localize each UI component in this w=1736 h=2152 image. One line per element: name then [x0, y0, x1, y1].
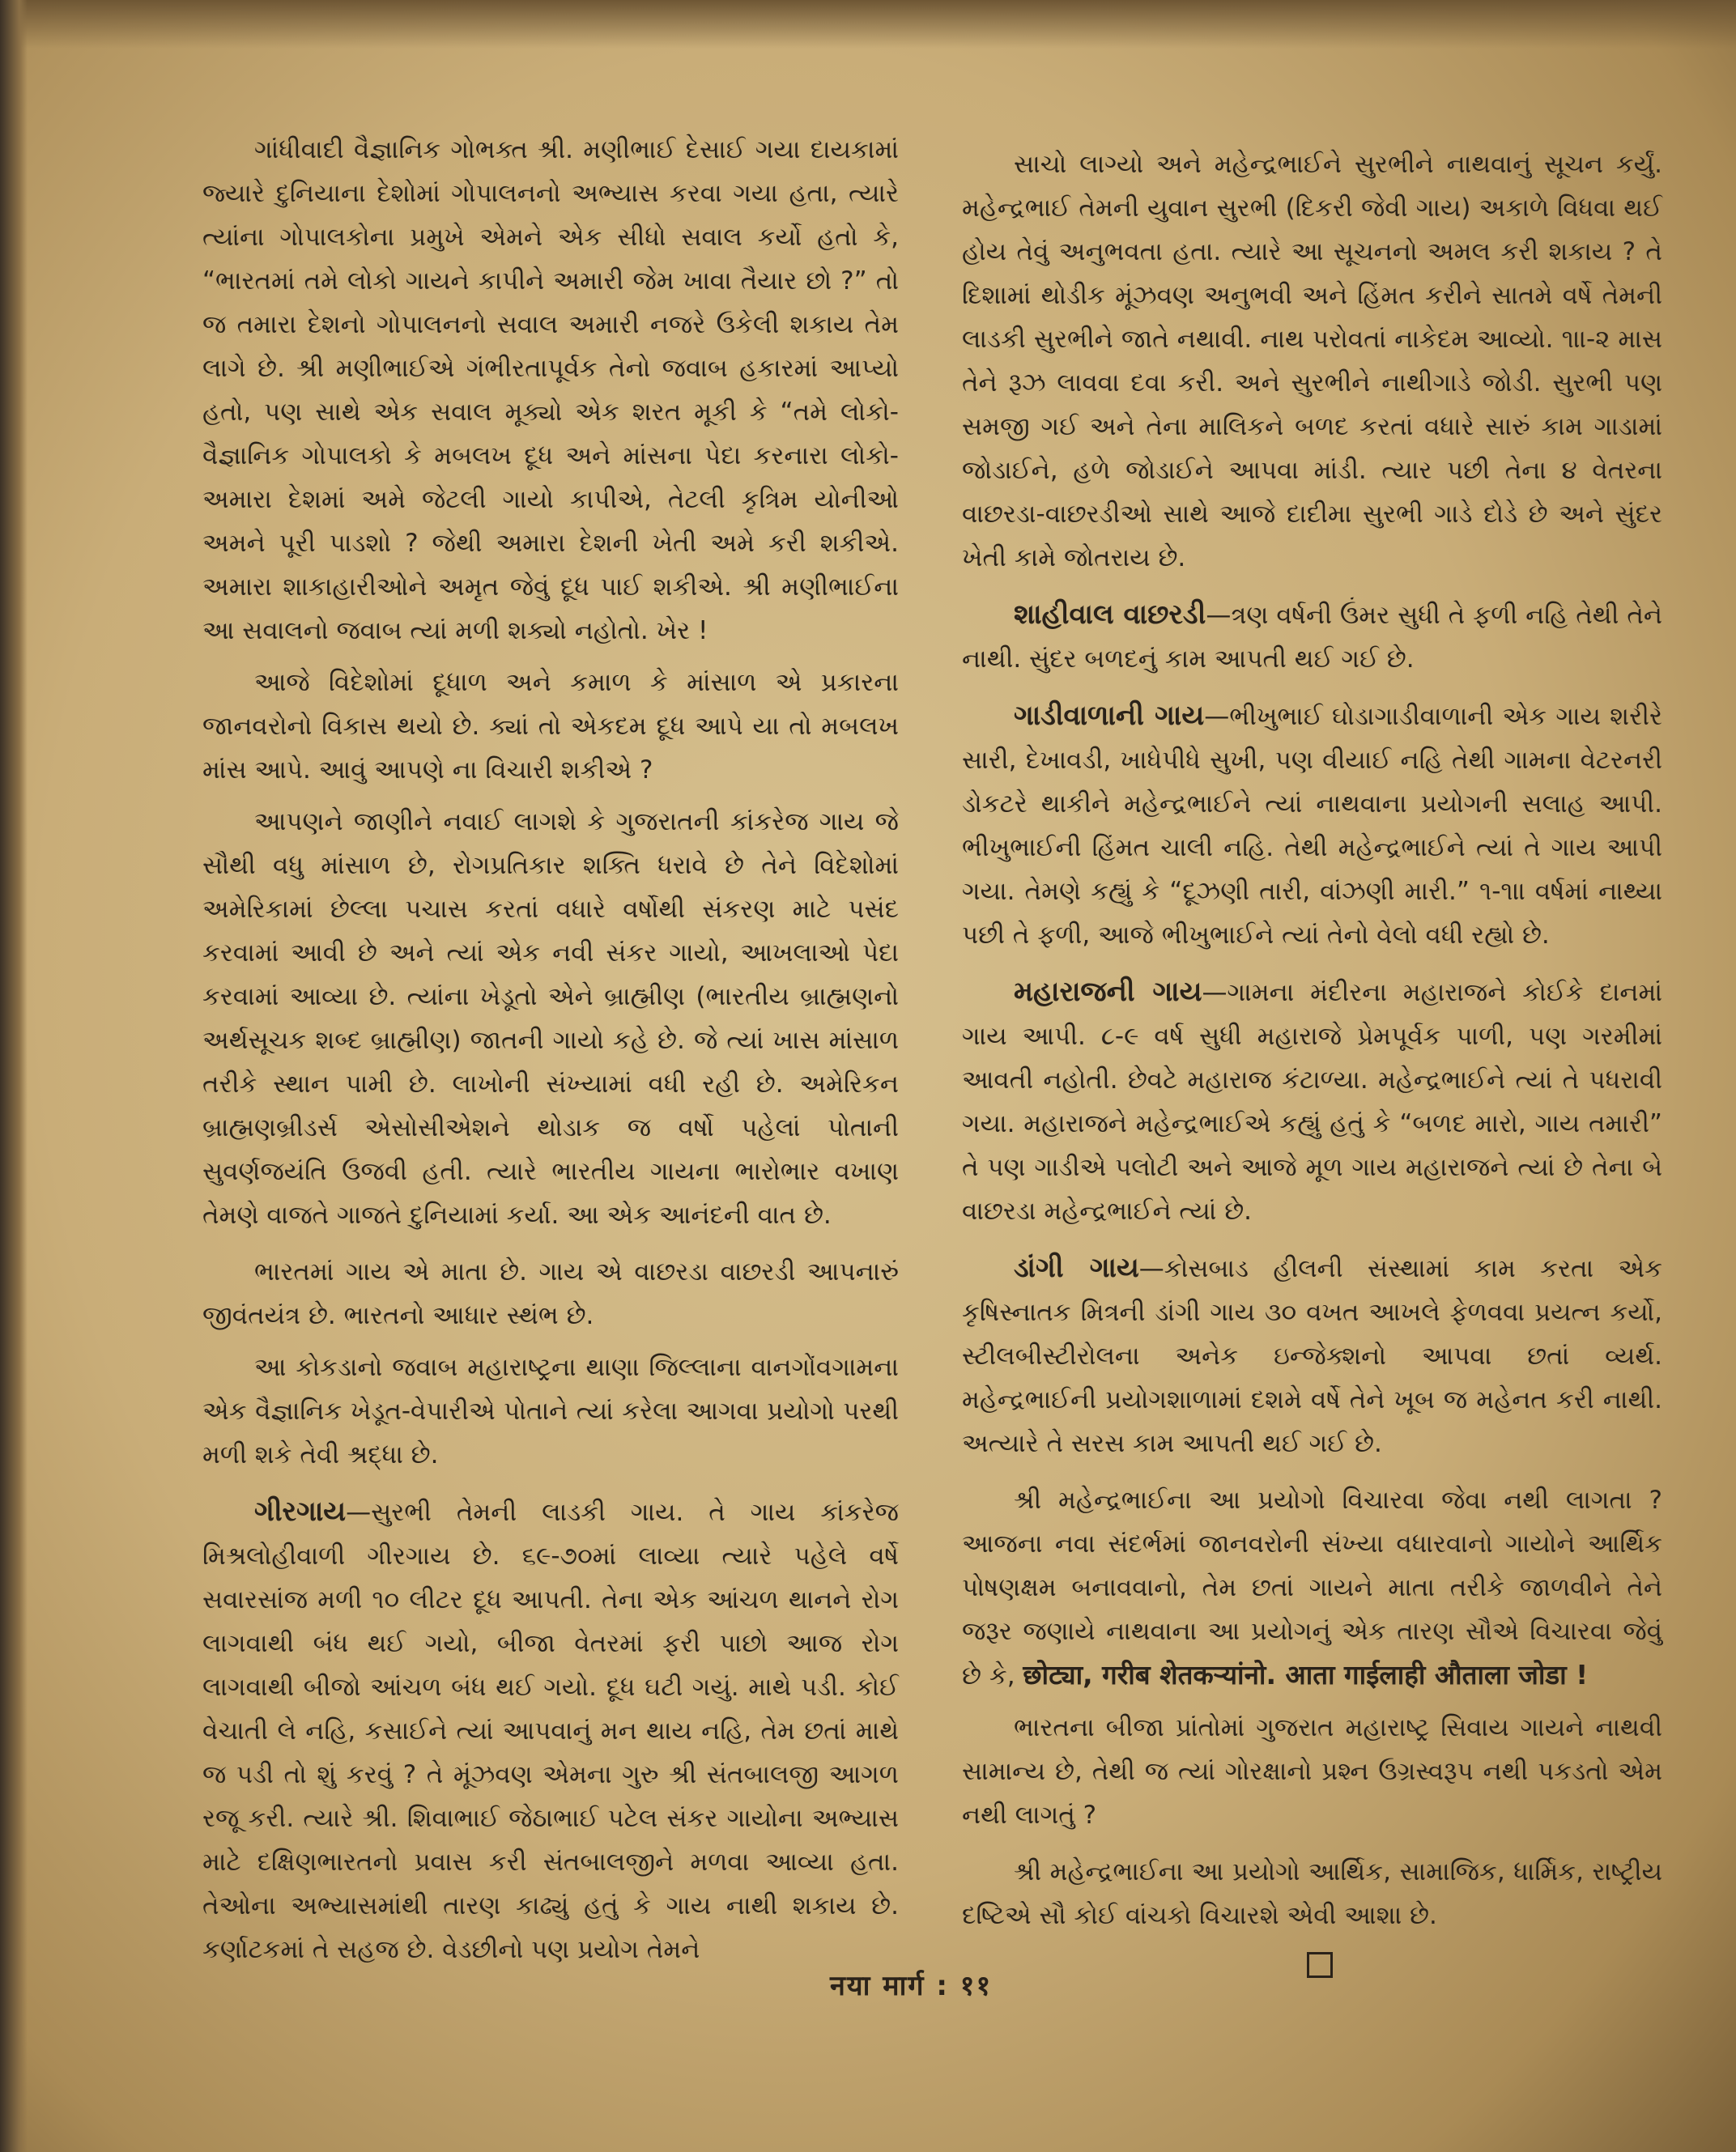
section-heading: ગીરગાય: [254, 1495, 347, 1528]
paragraph: ભારતમાં ગાય એ માતા છે. ગાય એ વાછરડા વાછરડી આપનારું જીવંતયંત્ર છે. ભારતનો આધાર સ્થંભ છે.: [202, 1257, 899, 1330]
paragraph-text: —સુરભી તેમની લાડકી ગાય. તે ગાય કાંકરેજ મિશ્રલોહીવાળી ગીરગાય છે. ૬૯-૭૦માં લાવ્યા ત્યારે પહેલે વર્ષે સવારસાંજ મળી ૧૦ લીટર દૂધ આપતી. તેના એક આંચળ થાનને રોગ લાગવાથી બંધ થઈ ગયો, બીજા વેતરમાં ફરી પાછો આજ રોગ લાગવાથી બીજો આંચળ બંધ થઈ ગયો. દૂધ ઘટી ગયું. માથે પડી. કોઈ વેચાતી લે નહિ, કસાઈને ત્યાં આપવાનું મન થાય નહિ, તેમ છતાં માથે જ પડી તો શું કરવું ? તે મૂંઝવણ એમના ગુરુ શ્રી સંતબાલજી આગળ રજૂ કરી. ત્યારે શ્રી. શિવાભાઈ જેઠાભાઈ પટેલ સંકર ગાયોના અભ્યાસ માટે દક્ષિણભારતનો પ્રવાસ કરી સંતબાલજીને મળવા આવ્યા હતા. તેઓના અભ્યાસમાંથી તારણ કાઢ્યું હતું કે ગાય નાથી શકાય છે. કર્ણાટકમાં તે સહજ છે. વેડછીનો પણ પ્રયોગ તેમને: [202, 1498, 899, 1964]
section-heading: ડાંગી ગાય: [1014, 1252, 1139, 1284]
paragraph: [962, 593, 1662, 681]
right-column: [962, 142, 1662, 1978]
paragraph-text: —ગામના મંદીરના મહારાજને કોઈકે દાનમાં ગાય આપી. ૮-૯ વર્ષ સુધી મહારાજે પ્રેમપૂર્વક પાળી, પણ ગરમીમાં આવતી નહોતી. છેવટે મહારાજ કંટાળ્યા. મહેન્દ્રભાઈને ત્યાં તે પધરાવી ગયા. મહારાજને મહેન્દ્રભાઈએ કહ્યું હતું કે “બળદ મારો, ગાય તમારી” તે પણ ગાડીએ પલોટી અને આજે મૂળ ગાય મહારાજને ત્યાં છે તેના બે વાછરડા મહેન્દ્રભાઈને ત્યાં છે.: [962, 978, 1662, 1226]
paragraph: આપણને જાણીને નવાઈ લાગશે કે ગુજરાતની કાંકરેજ ગાય જે સૌથી વધુ માંસાળ છે, રોગપ્રતિકાર શક્તિ ધરાવે છે તેને વિદેશોમાં અમેરિકામાં છેલ્લા પચાસ કરતાં વધારે વર્ષોથી સંકરણ માટે પસંદ કરવામાં આવી છે અને ત્યાં એક નવી સંકર ગાયો, આખલાઓ પેદા કરવામાં આવ્યા છે. ત્યાંના ખેડૂતો એને બ્રાહ્મીણ (ભારતીય બ્રાહ્મણનો અર્થસૂચક શબ્દ બ્રાહ્મીણ) જાતની ગાયો કહે છે. જે ત્યાં ખાસ માંસાળ તરીકે સ્થાન પામી છે. લાખોની સંખ્યામાં વધી રહી છે. અમેરિકન બ્રાહ્મણબ્રીડર્સ એસોસીએશને થોડાક જ વર્ષો પહેલાં પોતાની સુવર્ણજયંતિ ઉજવી હતી. ત્યારે ભારતીય ગાયના ભારોભાર વખાણ તેમણે વાજતે ગાજતે દુનિયામાં કર્યા. આ એક આનંદની વાત છે.: [202, 807, 899, 1230]
marathi-slogan: छोट्या, गरीब शेतकर्‍यांनो. आता गाईलाही औताला जोडा !: [1023, 1659, 1589, 1691]
paragraph-text: —ત્રણ વર્ષની ઉંમર સુધી તે ફળી નહિ તેથી તેને નાથી. સુંદર બળદનું કામ આપતી થઈ ગઈ છે.: [962, 601, 1662, 674]
paragraph: શ્રી મહેન્દ્રભાઈના આ પ્રયોગો આર્થિક, સામાજિક, ધાર્મિક, રાષ્ટ્રીય દષ્ટિએ સૌ કોઈ વાંચકો વિચારશે એવી આશા છે.: [962, 1857, 1662, 1930]
section-heading: મહારાજની ગાય: [1014, 976, 1202, 1008]
paragraph: [962, 694, 1662, 957]
paragraph: આ કોકડાનો જવાબ મહારાષ્ટ્રના થાણા જિલ્લાના વાનગોંવગામના એક વૈજ્ઞાનિક ખેડૂત-વેપારીએ પોતાને ત્યાં કરેલા આગવા પ્રયોગો પરથી મળી શકે તેવી શ્રદ્ધા છે.: [202, 1353, 899, 1469]
page-footer: नया मार्ग : ११: [830, 1970, 993, 2002]
left-column: [202, 128, 899, 1980]
paragraph-text: શ્રી મહેન્દ્રભાઈના આ પ્રયોગો વિચારવા જેવા નથી લાગતા ? આજના નવા સંદર્ભમાં જાનવરોની સંખ્યા વધારવાનો ગાયોને આર્થિક પોષણક્ષમ બનાવવાનો, તેમ છતાં ગાયને માતા તરીકે જાળવીને તેને જરૂર જણાયે નાથવાના આ પ્રયોગનું એક તારણ સૌએ વિચારવા જેવું છે કે,: [962, 1486, 1662, 1691]
paragraph: ગાંધીવાદી વૈજ્ઞાનિક ગોભક્ત શ્રી. મણીભાઈ દેસાઈ ગયા દાયકામાં જ્યારે દુનિયાના દેશોમાં ગોપાલનનો અભ્યાસ કરવા ગયા હતા, ત્યારે ત્યાંના ગોપાલકોના પ્રમુખે એમને એક સીધો સવાલ કર્યો હતો કે, “ભારતમાં તમે લોકો ગાયને કાપીને અમારી જેમ ખાવા તૈયાર છો ?” તો જ તમારા દેશનો ગોપાલનનો સવાલ અમારી નજરે ઉકેલી શકાય તેમ લાગે છે. શ્રી મણીભાઈએ ગંભીરતાપૂર્વક તેનો જવાબ હકારમાં આપ્યો હતો, પણ સાથે એક સવાલ મૂક્યો એક શરત મૂકી કે “તમે લોકો-વૈજ્ઞાનિક ગોપાલકો કે મબલખ દૂધ અને માંસના પેદા કરનારા લોકો-અમારા દેશમાં અમે જેટલી ગાયો કાપીએ, તેટલી કૃત્રિમ યોનીઓ અમને પૂરી પાડશો ? જેથી અમારા દેશની ખેતી અમે કરી શકીએ. અમારા શાકાહારીઓને અમૃત જેવું દૂધ પાઈ શકીએ. શ્રી મણીભાઈના આ સવાલનો જવાબ ત્યાં મળી શક્યો નહોતો. ખેર !: [202, 135, 899, 645]
paragraph: [202, 1490, 899, 1971]
section-heading: શાહીવાલ વાછરડી: [1014, 598, 1206, 631]
paragraph-text: —ભીખુભાઈ ઘોડાગાડીવાળાની એક ગાય શરીરે સારી, દેખાવડી, ખાધેપીધે સુખી, પણ વીયાઈ નહિ તેથી ગામના વેટરનરી ડોકટરે થાકીને મહેન્દ્રભાઈને ત્યાં નાથવાના પ્રયોગની સલાહ આપી. ભીખુભાઈની હિંમત ચાલી નહિ. તેથી મહેન્દ્રભાઈને ત્યાં તે ગાય આપી ગયા. તેમણે કહ્યું કે “દૂઝણી તારી, વાંઝણી મારી.” ૧-૧ાા વર્ષમાં નાથ્યા પછી તે ફળી, આજે ભીખુભાઈને ત્યાં તેનો વેલો વધી રહ્યો છે.: [962, 702, 1663, 950]
end-of-article-box: [1307, 1952, 1333, 1978]
paragraph: [962, 970, 1662, 1233]
page-shadow-left: [0, 0, 28, 2152]
paragraph: સાચો લાગ્યો અને મહેન્દ્રભાઈને સુરભીને નાથવાનું સૂચન કર્યું. મહેન્દ્રભાઈ તેમની યુવાન સુરભી (દિકરી જેવી ગાય) અકાળે વિધવા થઈ હોય તેવું અનુભવતા હતા. ત્યારે આ સૂચનનો અમલ કરી શકાય ? તે દિશામાં થોડીક મૂંઝવણ અનુભવી અને હિંમત કરીને સાતમે વર્ષે તેમની લાડકી સુરભીને જાતે નથાવી. નાથ પરોવતાં નાકેદમ આવ્યો. ૧ાા-૨ માસ તેને રૂઝ લાવવા દવા કરી. અને સુરભીને નાથીગાડે જોડી. સુરભી પણ સમજી ગઈ અને તેના માલિકને બળદ કરતાં વધારે સારું કામ ગાડામાં જોડાઈને, હળે જોડાઈને આપવા માંડી. ત્યાર પછી તેના ૪ વેતરના વાછરડા-વાછરડીઓ સાથે આજે દાદીમા સુરભી ગાડે દોડે છે અને સુંદર ખેતી કામે જોતરાય છે.: [962, 150, 1662, 572]
paragraph: [962, 1478, 1662, 1698]
page-shadow-top: [0, 0, 1736, 49]
paragraph: આજે વિદેશોમાં દૂધાળ અને કમાળ કે માંસાળ એ પ્રકારના જાનવરોનો વિકાસ થયો છે. ક્યાં તો એકદમ દૂધ આપે યા તો મબલખ માંસ આપે. આવું આપણે ના વિચારી શકીએ ?: [202, 668, 899, 785]
section-heading: ગાડીવાળાની ગાય: [1014, 700, 1205, 732]
paragraph: [962, 1246, 1662, 1465]
paragraph: ભારતના બીજા પ્રાંતોમાં ગુજરાત મહારાષ્ટ્ર સિવાય ગાયને નાથવી સામાન્ય છે, તેથી જ ત્યાં ગોરક્ષાનો પ્રશ્ન ઉગ્રસ્વરૂપ નથી પકડતો એમ નથી લાગતું ?: [962, 1713, 1662, 1830]
paragraph-text: —કોસબાડ હીલની સંસ્થામાં કામ કરતા એક કૃષિસ્નાતક મિત્રની ડાંગી ગાય ૩૦ વખત આખલે ફેળવવા પ્રયત્ન કર્યો, સ્ટીલબીસ્ટીરોલના અનેક ઇન્જેક્શનો આપવા છતાં વ્યર્થ. મહેન્દ્રભાઈની પ્રયોગશાળામાં દશમે વર્ષે તેને ખૂબ જ મહેનત કરી નાથી. અત્યારે તે સરસ કામ આપતી થઈ ગઈ છે.: [962, 1254, 1663, 1458]
